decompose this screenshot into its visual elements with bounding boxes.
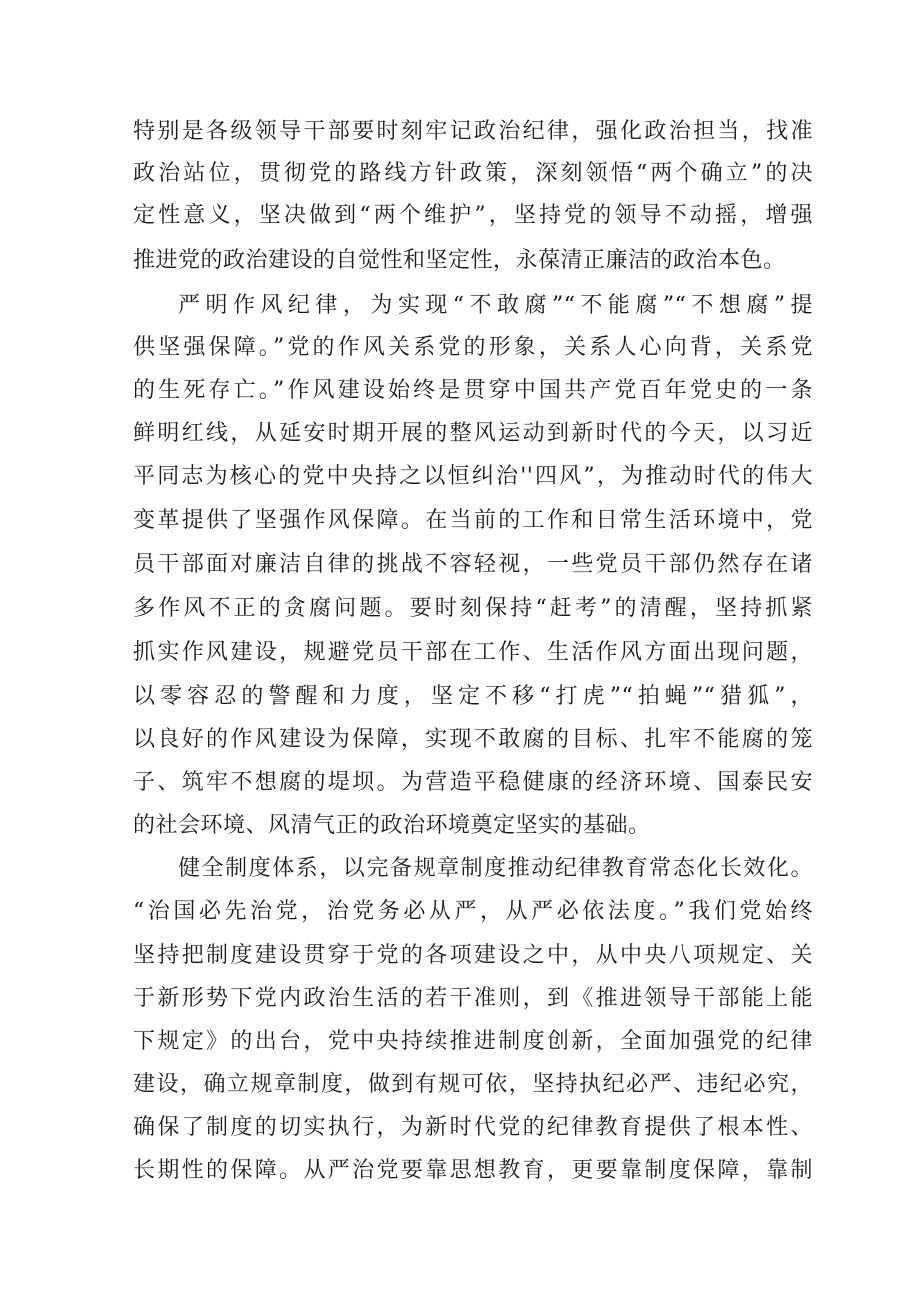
text-line: 多作风不正的贪腐问题。要时刻保持“赶考”的清醒，坚持抓紧 — [133, 596, 813, 621]
text-line: 以良好的作风建设为保障，实现不敢腐的目标、扎牢不能腐的笼 — [133, 727, 813, 752]
text-line: 长期性的保障。从严治党要靠思想教育，更要靠制度保障，靠制 — [133, 1158, 813, 1183]
text-line: 严明作风纪律，为实现“不敢腐”“不能腐”“不想腐”提 — [178, 293, 813, 318]
text-line: 变革提供了坚强作风保障。在当前的工作和日常生活环境中，党 — [133, 508, 813, 533]
text-line: 供坚强保障。”党的作风关系党的形象，关系人心向背，关系党 — [133, 335, 813, 360]
text-line: 于新形势下党内政治生活的若干准则，到《推进领导干部能上能 — [133, 986, 813, 1011]
text-line: 政治站位，贯彻党的路线方针政策，深刻领悟“两个确立”的决 — [133, 161, 813, 186]
text-line: 推进党的政治建设的自觉性和坚定性，永葆清正廉洁的政治本色。 — [133, 248, 786, 273]
text-line: “治国必先治党，治党务必从严，从严必依法度。”我们党始终 — [133, 899, 813, 924]
text-line: 定性意义，坚决做到“两个维护”，坚持党的领导不动摇，增强 — [133, 203, 813, 228]
text-line: 下规定》的出台，党中央持续推进制度创新，全面加强党的纪律 — [133, 1029, 813, 1054]
text-line: 的社会环境、风清气正的政治环境奠定坚实的基础。 — [133, 813, 651, 838]
text-line: 坚持把制度建设贯穿于党的各项建设之中，从中央八项规定、关 — [133, 943, 813, 968]
text-line: 以零容忍的警醒和力度，坚定不移“打虎”“拍蝇”“猎狐”， — [133, 684, 813, 709]
text-line: 的生死存亡。”作风建设始终是贯穿中国共产党百年党史的一条 — [133, 378, 813, 403]
text-line: 员干部面对廉洁自律的挑战不容轻视，一些党员干部仍然存在诸 — [133, 552, 813, 577]
text-line: 特别是各级领导干部要时刻牢记政治纪律，强化政治担当，找准 — [133, 119, 813, 144]
text-line: 鲜明红线，从延安时期开展的整风运动到新时代的今天，以习近 — [133, 421, 813, 446]
text-line: 抓实作风建设，规避党员干部在工作、生活作风方面出现问题， — [133, 640, 813, 665]
text-line: 子、筑牢不想腐的堤坝。为营造平稳健康的经济环境、国泰民安 — [133, 770, 813, 795]
text-line: 建设，确立规章制度，做到有规可依，坚持执纪必严、违纪必究， — [133, 1072, 813, 1097]
text-line: 平同志为核心的党中央持之以恒纠治''四风”，为推动时代的伟大 — [133, 464, 813, 489]
text-line: 确保了制度的切实执行，为新时代党的纪律教育提供了根本性、 — [133, 1115, 813, 1140]
text-line: 健全制度体系，以完备规章制度推动纪律教育常态化长效化。 — [178, 856, 813, 881]
